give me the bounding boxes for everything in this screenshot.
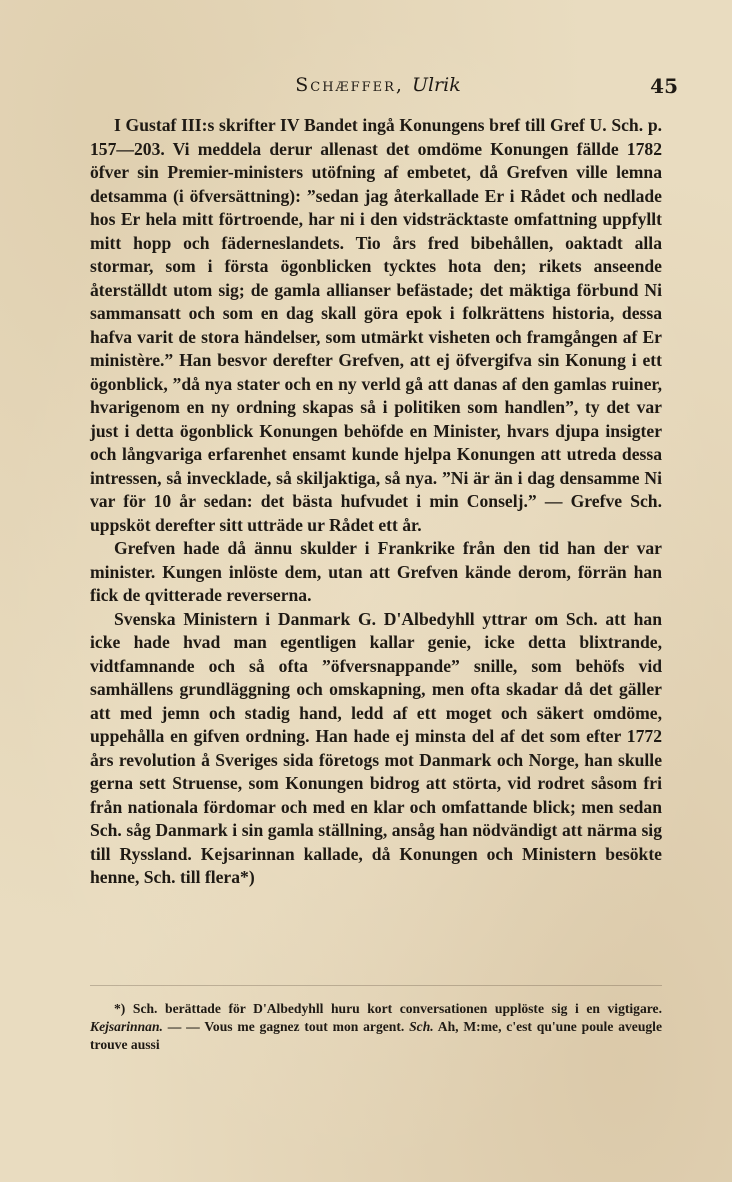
footnote-speaker-2: Sch. xyxy=(409,1019,434,1034)
footnote-speaker-1: Kejsarinnan. xyxy=(90,1019,163,1034)
footnote-divider xyxy=(90,985,662,986)
main-text xyxy=(90,114,662,890)
footnote xyxy=(90,1000,662,1054)
paragraph-3: Svenska Ministern i Danmark G. D'Albedyhll yttrar om Sch. att han icke hade hvad man egentligen kallar genie, icke detta blixtrande, vidtfamnande och så ofta ”öfversnappande” snille, som behöfs vid samhällens grundläggning och omskapning, men ofta skadar då det gäller att med jemn och stadig hand, ledd af ett moget och säkert omdöme, uppehålla en gifven ordning. Han hade ej minsta del af det som efter 1772 års revolution å Sveriges sida företogs mot Danmark och Norge, han skulle gerna sett Struense, som Konungen bidrog att störta, vid rodret såsom fri från nationala fördomar och med en klar och omfattande blick; men sedan Sch. såg Danmark i sin gamla ställning, ansåg han nödvändigt att närma sig till Ryssland. Kejsarinnan kallade, då Konungen och Ministern besökte henne, Sch. till flera*) xyxy=(90,608,662,887)
page-header xyxy=(78,74,678,104)
paragraph-1: I Gustaf III:s skrifter IV Bandet ingå Konungens bref till Gref U. Sch. p. 157—203. Vi meddela derur allenast det omdöme Konungen fällde 1782 öfver sin Premier-ministers utöfning af embetet, då Grefven ville lemna detsamma (i öfversättning): ”sedan jag återkallade Er i Rådet och nedlade hos Er hela mitt förtroende, har ni i den vidsträcktaste omfattning uppfyllt mitt hopp och fäderneslandets. Tio års fred bibehållen, oaktadt alla stormar, som i första ögonblicken tycktes hota den; rikets anseende återställdt utom sig; de gamla allianser befästade; det mäktiga förbund Ni sammansatt och som en dag skall göra epok i folkrättens historia, dessa hafva varit de stora händelser, som utmärkt visheten och framgången af Er ministère.” Han besvor derefter Grefven, att ej öfvergifva sin Konung i ett ögonblick, ”då nya stater och en ny verld gå att danas af den gamlas ruiner, hvarigenom en ny ordning skapas så i politiken som handlen”, ty det var just i detta ögonblick Konungen behöfde en Minister, hvars djupa insigter och långvariga erfarenhet ensamt kunde hjelpa Konungen att utreda dessa intressen, så invecklade, så skiljaktiga, så nya. ”Ni är än i dag densamme Ni var för 10 år sedan: det bästa hufvudet i min Conselj.” — Grefve Sch. uppsköt derefter sitt utträde ur Rådet ett år. xyxy=(90,115,662,535)
footnote-text-2: Ah, M:me, c'est qu'une poule aveugle trouve aussi xyxy=(90,1019,662,1052)
footnote-text-1: — — Vous me gagnez tout mon argent. xyxy=(167,1019,405,1034)
running-head-given-name: Ulrik xyxy=(411,74,461,96)
running-head-name: Schæffer, xyxy=(295,74,404,96)
paragraph-2: Grefven hade då ännu skulder i Frankrike från den tid han der var minister. Kungen inlöste dem, utan att Grefven kände derom, förrän han fick de qvitterade reverserna. xyxy=(90,538,662,605)
footnote-lead: *) Sch. berättade för D'Albedyhll huru kort conversationen upplöste sig i en vigtigare. xyxy=(114,1001,662,1016)
running-head xyxy=(78,74,678,96)
page-number: 45 xyxy=(650,74,678,98)
